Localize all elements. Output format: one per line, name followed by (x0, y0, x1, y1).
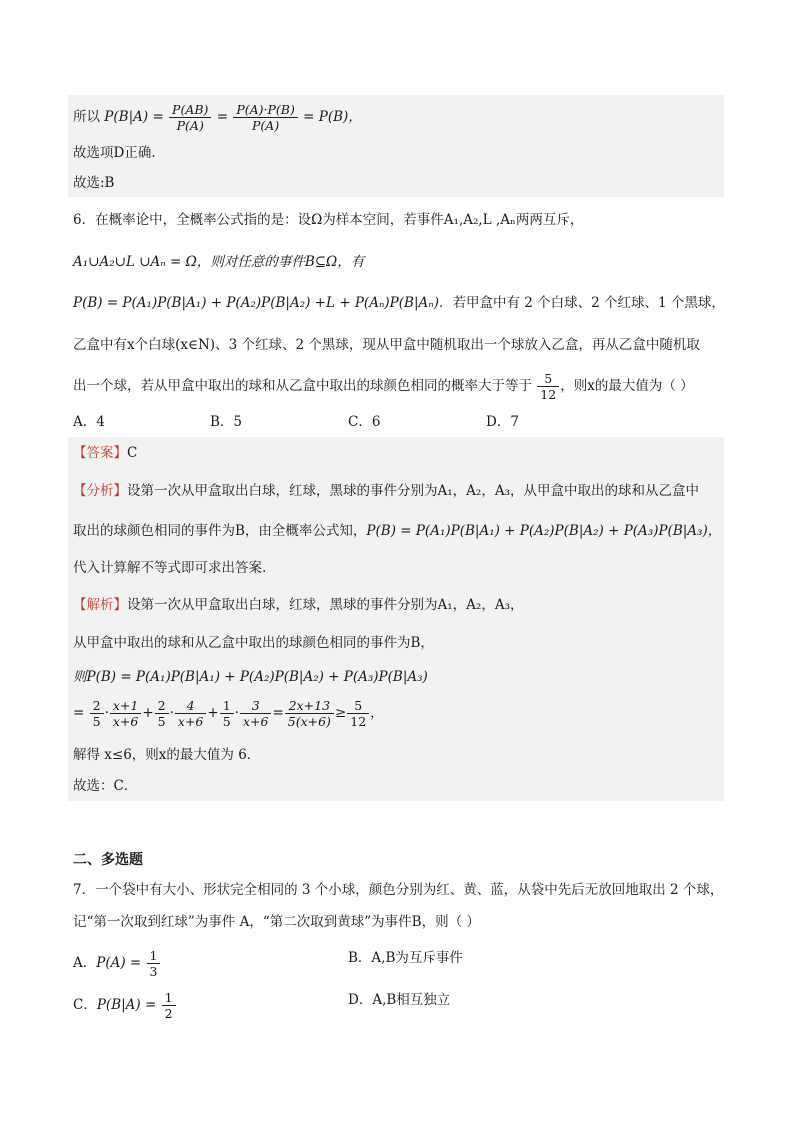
frac-num: 1 (220, 698, 234, 714)
q5-prefix: 所以 (73, 109, 100, 125)
q7-option-a (73, 948, 161, 979)
q6-solution-4: = $\frac{2}{5}$ · $\frac{x+1}{x+6}$ + $\frac{2}{5}$ · $\frac{4}{x+6}$ + $\frac{1}{5}$ · $\frac{3}{x+6}$ = $\frac{2x+13}{5(x+6)}$ ≥ $\frac{5}{12}$ ， (73, 698, 384, 729)
frac-num: 1 (147, 948, 161, 964)
equals-sign: = (152, 109, 164, 125)
analysis-tag: 【分析】 (73, 483, 127, 499)
frac-den: 2 (164, 1006, 173, 1021)
q5-fraction-1-num: P(AB) (169, 102, 211, 118)
q7-line-2: 记“第一次取到红球”为事件 A，“第二次取到黄球”为事件B，则（ ） (73, 914, 480, 930)
q6-threshold-num: 5 (537, 371, 559, 387)
q5-result: = P(B)， (303, 109, 362, 125)
q7-option-d: D．A,B相互独立 (348, 992, 451, 1008)
frac-num: 5 (347, 698, 369, 714)
q6-line-4: 乙盒中有x个白球(x∈N)、3 个红球、2 个黑球，现从甲盒中随机取出一个球放入乙盒，再从乙盒中随机取 (73, 337, 700, 353)
equals-sign: = (216, 109, 229, 125)
frac-den: x+6 (112, 714, 139, 729)
q7-option-a-frac (147, 948, 161, 979)
frac-den: 5 (92, 714, 101, 729)
q6-total-prob-formula: P(B) = P(A₁)P(B|A₁) + P(A₂)P(B|A₂) +L + P(Aₙ)P(B|Aₙ) (73, 295, 439, 311)
q6-answer-value: C (127, 445, 138, 461)
frac-num: 1 (162, 990, 176, 1006)
q5-conclusion-formula (73, 102, 362, 133)
q6-line-5 (73, 371, 694, 402)
q6-line-3 (73, 293, 725, 313)
q6-answer (73, 443, 137, 463)
q7-option-a-expr: P(A) = (96, 955, 142, 971)
q6-analysis-2-text: 取出的球颜色相同的事件为B，由全概率公式知， (73, 523, 367, 539)
q6-analysis-1-text: 设第一次从甲盒取出白球，红球，黑球的事件分别为A₁，A₂，A₃，从甲盒中取出的球和从乙盒中 (127, 483, 699, 499)
q6-solution-2: 从甲盒中取出的球和从乙盒中取出的球颜色相同的事件为B， (73, 635, 434, 651)
q5-fraction-2 (233, 102, 298, 133)
q6-line-2: A₁∪A₂∪L ∪Aₙ = Ω，则对任意的事件B⊆Ω，有 (73, 254, 365, 270)
q5-lhs: P(B|A) (104, 109, 149, 125)
q7-option-c-label: C． (73, 997, 97, 1013)
frac-den: 12 (350, 714, 367, 729)
q7-option-b: B．A,B为互斥事件 (348, 950, 463, 966)
frac (347, 698, 369, 729)
frac-num: 2 (155, 698, 169, 714)
q6-solution-6: 故选：C． (73, 778, 138, 794)
q6-threshold-fraction (537, 371, 559, 402)
q6-analysis-2 (73, 521, 721, 541)
frac-num: 2 (90, 698, 104, 714)
q7-option-c-frac (162, 990, 176, 1021)
frac (90, 698, 104, 729)
frac-den: 5(x+6) (287, 714, 331, 729)
frac-den: x+6 (177, 714, 204, 729)
q5-fraction-1-den: P(A) (176, 118, 204, 133)
section-heading-multiple-choice: 二、多选题 (73, 852, 143, 868)
frac-num: 4 (175, 698, 206, 714)
solution-tag: 【解析】 (73, 597, 127, 613)
frac-num: 2x+13 (285, 698, 334, 714)
answer-tag: 【答案】 (73, 445, 127, 461)
q6-threshold-den: 12 (540, 387, 557, 402)
frac (285, 698, 334, 729)
q5-fraction-2-den: P(A) (252, 118, 280, 133)
q6-solution-1 (73, 595, 523, 615)
q6-solution-1-text: 设第一次从甲盒取出白球，红球，黑球的事件分别为A₁，A₂，A₃， (127, 597, 524, 613)
q7-option-a-label: A． (73, 955, 97, 971)
frac (240, 698, 271, 729)
q5-conclusion: 故选项D正确. (73, 145, 156, 161)
q6-line-3-text: ．若甲盒中有 2 个白球、2 个红球、1 个黑球， (438, 295, 725, 311)
q7-option-c-expr: P(B|A) = (96, 997, 157, 1013)
equals-sign: = (73, 705, 85, 721)
q6-solution-5: 解得 x≤6，则x的最大值为 6． (73, 747, 261, 763)
q6-line-5-tail: ，则x的最大值为（ ） (560, 378, 694, 394)
q7-option-c (73, 990, 177, 1021)
q6-option-c: C．6 (348, 414, 381, 430)
frac-num: 3 (240, 698, 271, 714)
q6-line-1: 6．在概率论中，全概率公式指的是：设Ω为样本空间，若事件A₁,A₂,L ,Aₙ两两互斥， (73, 212, 584, 228)
frac-den: 5 (157, 714, 166, 729)
q6-solution-3: 则P(B) = P(A₁)P(B|A₁) + P(A₂)P(B|A₂) + P(A₃)P(B|A₃) (73, 669, 428, 685)
q6-analysis-3: 代入计算解不等式即可求出答案. (73, 560, 267, 576)
q6-analysis-1 (73, 481, 699, 501)
q6-option-d: D．7 (486, 414, 519, 430)
frac (155, 698, 169, 729)
q6-option-a: A．4 (73, 414, 105, 430)
frac-den: 3 (149, 964, 158, 979)
q5-fraction-1 (169, 102, 211, 133)
frac (220, 698, 234, 729)
q7-line-1: 7．一个袋中有大小、形状完全相同的 3 个小球，颜色分别为红、黄、蓝，从袋中先后无放回地取出 2 个球， (73, 882, 724, 898)
frac (110, 698, 141, 729)
frac-num: x+1 (110, 698, 141, 714)
q5-fraction-2-num: P(A)·P(B) (233, 102, 298, 118)
q6-analysis-2-formula: P(B) = P(A₁)P(B|A₁) + P(A₂)P(B|A₂) + P(A₃)P(B|A₃)， (366, 523, 722, 539)
q5-answer: 故选:B (73, 175, 115, 191)
frac-den: 5 (222, 714, 231, 729)
frac (175, 698, 206, 729)
frac-den: x+6 (242, 714, 269, 729)
q6-option-b: B．5 (210, 414, 243, 430)
q6-line-5-text: 出一个球，若从甲盒中取出的球和从乙盒中取出的球颜色相同的概率大于等于 (73, 378, 532, 394)
